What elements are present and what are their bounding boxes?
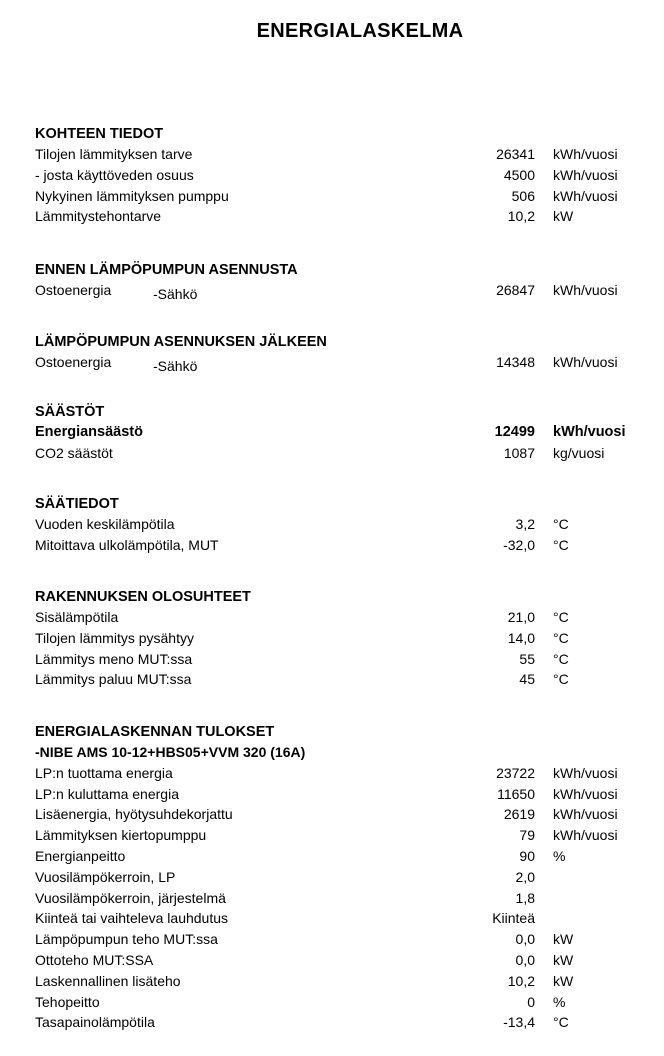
row-value: 55	[519, 650, 535, 667]
row-label: Kiinteä tai vaihteleva lauhdutus	[35, 910, 229, 927]
row-value: 45	[519, 671, 535, 688]
row-label: Vuosilämpökerroin, LP	[35, 868, 176, 885]
data-row	[35, 867, 645, 888]
row-unit: kWh/vuosi	[553, 806, 618, 823]
row-label: Tilojen lämmityksen tarve	[35, 146, 193, 162]
section-saastot	[35, 402, 645, 464]
row-label: Vuoden keskilämpötila	[35, 516, 175, 532]
data-row	[35, 804, 645, 825]
row-unit: °C	[553, 609, 569, 625]
row-value: -32,0	[503, 536, 535, 553]
row-value: 26847	[496, 282, 535, 298]
row-unit: kg/vuosi	[553, 444, 605, 461]
row-label: Lämmityksen kiertopumppu	[35, 827, 207, 844]
row-value: 0,0	[515, 951, 535, 968]
data-row	[35, 206, 645, 227]
row-unit: kWh/vuosi	[553, 764, 618, 781]
row-unit: kW	[553, 931, 574, 948]
section-heading: SÄÄSTÖT	[35, 404, 105, 420]
row-unit: kWh/vuosi	[553, 187, 618, 204]
data-row	[35, 628, 645, 649]
row-label: Lämpöpumpun teho MUT:ssa	[35, 931, 218, 948]
row-unit: °C	[553, 516, 569, 532]
section-heading: SÄÄTIEDOT	[35, 496, 119, 512]
data-row	[35, 888, 645, 909]
section-tulokset	[35, 722, 645, 1033]
row-sublabel: -Sähkö	[153, 358, 198, 374]
row-label: Energianpeitto	[35, 847, 126, 864]
data-row	[35, 784, 645, 805]
row-value: 1087	[503, 444, 535, 461]
data-row	[35, 280, 645, 301]
row-unit: kW	[553, 972, 574, 989]
row-value: 0,0	[515, 931, 535, 948]
data-row	[35, 1012, 645, 1033]
row-value: 3,2	[515, 516, 535, 532]
row-value: 1,8	[515, 889, 535, 906]
row-value: 2619	[503, 806, 535, 823]
row-label: CO2 säästöt	[35, 444, 113, 461]
row-value: 10,2	[507, 972, 535, 989]
row-value: 10,2	[507, 208, 535, 225]
product-name: -NIBE AMS 10-12+HBS05+VVM 320 (16A)	[35, 744, 306, 760]
section-kohteen-tiedot	[35, 124, 645, 227]
row-label: Ottoteho MUT:SSA	[35, 951, 154, 968]
row-label: Ostoenergia	[35, 282, 112, 298]
row-unit: kWh/vuosi	[553, 827, 618, 844]
row-unit: kWh/vuosi	[553, 424, 626, 440]
row-value: 4500	[503, 166, 535, 183]
row-value: -13,4	[503, 1014, 535, 1031]
data-row	[35, 929, 645, 950]
row-label: Lämmitys meno MUT:ssa	[35, 650, 193, 667]
row-value: 14,0	[507, 629, 535, 646]
data-row	[35, 649, 645, 670]
row-label: Lisäenergia, hyötysuhdekorjattu	[35, 806, 233, 823]
row-unit: °C	[553, 671, 569, 688]
section-heading: LÄMPÖPUMPUN ASENNUKSEN JÄLKEEN	[35, 334, 327, 350]
row-label: Mitoittava ulkolämpötila, MUT	[35, 536, 219, 553]
data-row	[35, 186, 645, 207]
row-unit: °C	[553, 629, 569, 646]
data-row	[35, 144, 645, 165]
row-label: Vuosilämpökerroin, järjestelmä	[35, 889, 226, 906]
data-row	[35, 950, 645, 971]
row-unit: kWh/vuosi	[553, 354, 618, 370]
row-label: Laskennallinen lisäteho	[35, 972, 181, 989]
row-label: Lämmitystehontarve	[35, 208, 162, 225]
row-unit: °C	[553, 1014, 569, 1031]
data-row	[35, 992, 645, 1013]
row-label: Tilojen lämmitys pysähtyy	[35, 629, 194, 646]
row-unit: °C	[553, 536, 569, 553]
row-value: 26341	[496, 146, 535, 162]
row-value: 12499	[494, 424, 535, 440]
row-unit: kWh/vuosi	[553, 166, 618, 183]
row-unit: °C	[553, 650, 569, 667]
data-row	[35, 763, 645, 784]
data-row	[35, 352, 645, 373]
row-unit: kWh/vuosi	[553, 282, 618, 298]
row-label: Sisälämpötila	[35, 609, 119, 625]
row-label: Ostoenergia	[35, 354, 112, 370]
section-saatiedot	[35, 494, 645, 556]
data-row	[35, 514, 645, 535]
row-unit: %	[553, 993, 566, 1010]
section-heading: RAKENNUKSEN OLOSUHTEET	[35, 589, 251, 605]
row-label: Nykyinen lämmityksen pumppu	[35, 187, 229, 204]
row-unit: kWh/vuosi	[553, 146, 618, 162]
row-unit: %	[553, 847, 566, 864]
row-label: Lämmitys paluu MUT:ssa	[35, 671, 192, 688]
row-label: LP:n kuluttama energia	[35, 785, 179, 802]
row-value: Kiinteä	[492, 910, 535, 927]
row-unit: kW	[553, 951, 574, 968]
data-row	[35, 669, 645, 690]
data-row	[35, 607, 645, 628]
data-row	[35, 443, 645, 464]
row-value: 90	[519, 847, 535, 864]
data-row	[35, 535, 645, 556]
row-sublabel: -Sähkö	[153, 286, 198, 302]
section-jalkeen	[35, 332, 645, 373]
data-row	[35, 846, 645, 867]
row-value: 14348	[496, 354, 535, 370]
section-rakennus	[35, 587, 645, 690]
section-heading: KOHTEEN TIEDOT	[35, 126, 164, 142]
data-row	[35, 971, 645, 992]
row-label: Tehopeitto	[35, 993, 100, 1010]
row-value: 23722	[496, 764, 535, 781]
section-heading: ENERGIALASKENNAN TULOKSET	[35, 724, 275, 740]
row-value: 11650	[497, 785, 535, 802]
section-heading: ENNEN LÄMPÖPUMPUN ASENNUSTA	[35, 262, 298, 278]
row-unit: kW	[553, 208, 574, 225]
row-label: Energiansäästö	[35, 424, 143, 440]
row-label: Tasapainolämpötila	[35, 1014, 155, 1031]
data-row	[35, 908, 645, 929]
data-row	[35, 422, 645, 443]
data-row	[35, 825, 645, 846]
row-value: 21,0	[507, 609, 535, 625]
data-row	[35, 165, 645, 186]
row-value: 79	[519, 827, 535, 844]
row-value: 2,0	[515, 868, 535, 885]
section-ennen	[35, 260, 645, 301]
row-value: 506	[511, 187, 535, 204]
row-unit: kWh/vuosi	[553, 785, 618, 802]
row-label: - josta käyttöveden osuus	[35, 166, 194, 183]
page-title: ENERGIALASKELMA	[256, 20, 464, 42]
results-subtitle	[35, 742, 645, 763]
row-value: 0	[527, 993, 535, 1010]
row-label: LP:n tuottama energia	[35, 764, 173, 781]
